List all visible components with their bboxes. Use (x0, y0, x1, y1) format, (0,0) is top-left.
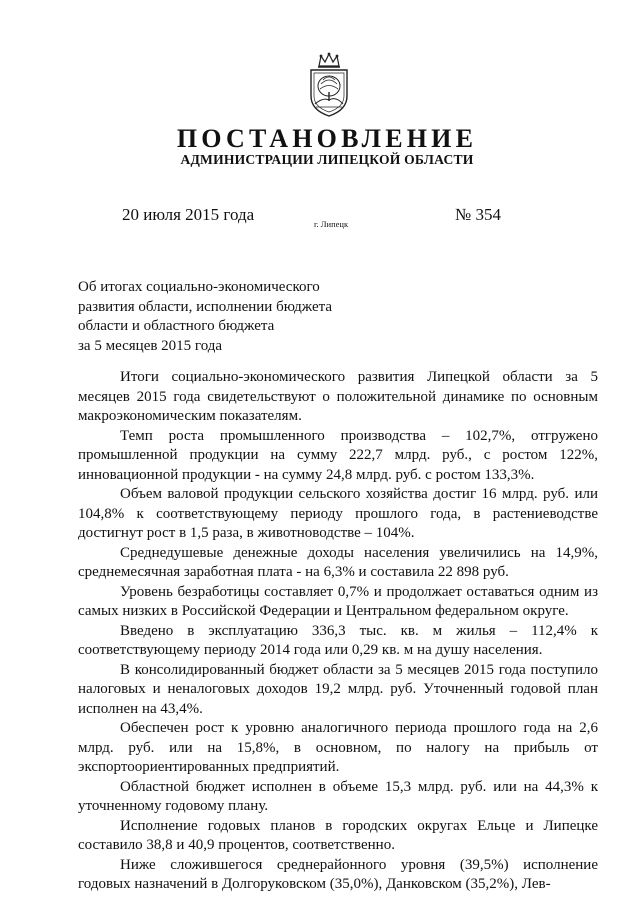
decree-date: 20 июля 2015 года (122, 205, 255, 224)
decree-city: г. Липецк (314, 219, 349, 229)
body-paragraph: Уровень безработицы составляет 0,7% и продолжает оставаться одним из самых низких в Российской Федерации и Центральном федеральном округе. (78, 583, 598, 619)
body-paragraph: Объем валовой продукции сельского хозяйства достиг 16 млрд. руб. или 104,8% к соответствующему периоду прошлого года, в растениеводстве достигнут рост в 1,5 раза, в животноводстве – 104%. (78, 486, 598, 541)
decree-subject (78, 278, 398, 356)
decree-number: № 354 (455, 205, 501, 224)
body-paragraph: Ниже сложившегося среднерайонного уровня (39,5%) исполнение годовых назначений в Долгоруковском (35,0%), Данковском (35,2%), Лев- (78, 856, 598, 892)
body-paragraph: Областной бюджет исполнен в объеме 15,3 млрд. руб. или на 44,3% к уточненному годовому плану. (78, 778, 598, 814)
body-paragraph: Обеспечен рост к уровню аналогичного периода прошлого года на 2,6 млрд. руб. или на 15,8%, в основном, по налогу на прибыль от экспортоориентированных предприятий. (78, 720, 598, 775)
body-paragraph: Итоги социально-экономического развития Липецкой области за 5 месяцев 2015 года свидетельствуют о положительной динамике по основным макроэкономическим показателям. (78, 369, 598, 424)
body-paragraph: Введено в эксплуатацию 336,3 тыс. кв. м жилья – 112,4% к соответствующему периоду 2014 года или 0,29 кв. м на душу населения. (78, 622, 598, 658)
document-subtitle: АДМИНИСТРАЦИИ ЛИПЕЦКОЙ ОБЛАСТИ (180, 152, 474, 167)
body-paragraph: Темп роста промышленного производства – 102,7%, отгружено промышленной продукции на сумму 222,7 млрд. руб., с ростом 122%, инновационной продукции - на сумму 24,8 млрд. руб. с ростом 133,3%. (78, 427, 598, 483)
document-title: ПОСТАНОВЛЕНИЕ (176, 124, 478, 153)
decree-body (78, 368, 598, 895)
body-paragraph: Среднедушевые денежные доходы населения увеличились на 14,9%, среднемесячная заработная плата - на 6,3% и составила 22 898 руб. (78, 544, 598, 580)
subject-line: области и областного бюджета (78, 318, 275, 334)
body-paragraph: В консолидированный бюджет области за 5 месяцев 2015 года поступило налоговых и неналоговых доходов 19,2 млрд. руб. Уточненный годовой план исполнен на 43,4%. (78, 661, 598, 717)
subject-line: развития области, исполнении бюджета (78, 298, 333, 315)
body-paragraph: Исполнение годовых планов в городских округах Ельце и Липецке составило 38,8 и 40,9 процентов, соответственно. (78, 817, 598, 853)
subject-line: Об итогах социально-экономического (78, 279, 320, 295)
subject-line: за 5 месяцев 2015 года (78, 337, 223, 354)
coat-of-arms-icon (303, 52, 355, 118)
